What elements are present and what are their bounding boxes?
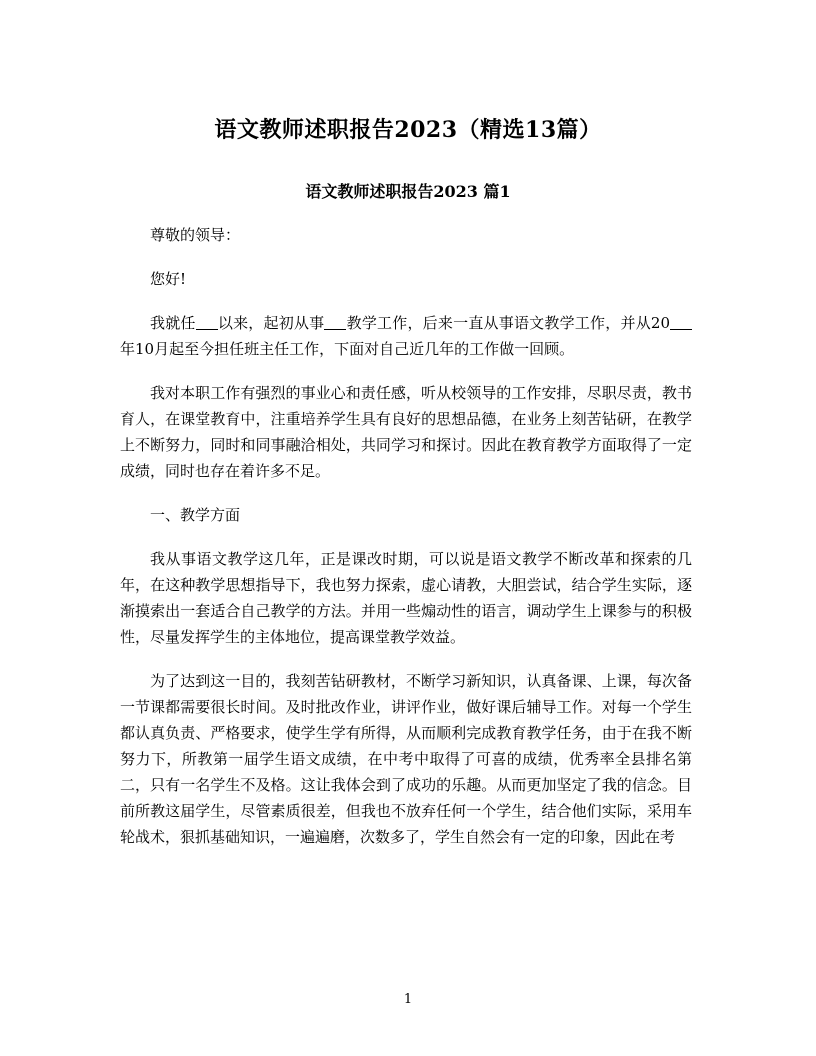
- fill-in-blank: [324, 313, 346, 330]
- intro-paragraph: [120, 310, 692, 362]
- intro-text-part: 以来，起初从事: [217, 314, 325, 332]
- fill-in-blank: [670, 313, 692, 330]
- fill-in-blank: [196, 313, 218, 330]
- intro-text-part: 年10月起至今担任班主任工作，下面对自己近几年的工作做一回顾。: [120, 340, 575, 358]
- document-title: 语文教师述职报告2023（精选13篇）: [214, 117, 602, 143]
- section-heading: 一、教学方面: [150, 506, 241, 524]
- body-paragraph: 我对本职工作有强烈的事业心和责任感，听从校领导的工作安排，尽职尽责，教书育人，在课堂教育中，注重培养学生具有良好的思想品德，在业务上刻苦钻研，在教学上不断努力，同时和同事融洽相处，共同学习和探讨。因此在教育教学方面取得了一定成绩，同时也存在着许多不足。: [120, 384, 692, 480]
- intro-text-part: 教学工作，后来一直从事语文教学工作，并从20: [346, 314, 670, 332]
- page-number: 1: [403, 992, 413, 1007]
- body-paragraph: 我从事语文教学这几年，正是课改时期，可以说是语文教学不断改革和探索的几年，在这种教学思想指导下，我也努力探索，虚心请教，大胆尝试，结合学生实际，逐渐摸索出一套适合自己教学的方法。并用一些煽动性的语言，调动学生上课参与的积极性，尽量发挥学生的主体地位，提高课堂教学效益。: [120, 550, 692, 646]
- intro-text-part: 我就任: [150, 314, 196, 332]
- section-title: 语文教师述职报告2023 篇1: [305, 182, 511, 201]
- document-body: [120, 222, 692, 868]
- greeting-paragraph: 尊敬的领导：: [150, 226, 241, 244]
- body-paragraph: 为了达到这一目的，我刻苦钻研教材，不断学习新知识，认真备课、上课，每次备一节课都需要很长时间。及时批改作业，讲评作业，做好课后辅导工作。对每一个学生都认真负责、严格要求，使学生学有所得，从而顺利完成教育教学任务，由于在我不断努力下，所教第一届学生语文成绩，在中考中取得了可喜的成绩，优秀率全县排名第二，只有一名学生不及格。这让我体会到了成功的乐趣。从而更加坚定了我的信念。目前所教这届学生，尽管素质很差，但我也不放弃任何一个学生，结合他们实际，采用车轮战术，狠抓基础知识，一遍遍磨，次数多了，学生自然会有一定的印象，因此在考: [120, 672, 692, 846]
- salutation-paragraph: 您好!: [150, 270, 187, 288]
